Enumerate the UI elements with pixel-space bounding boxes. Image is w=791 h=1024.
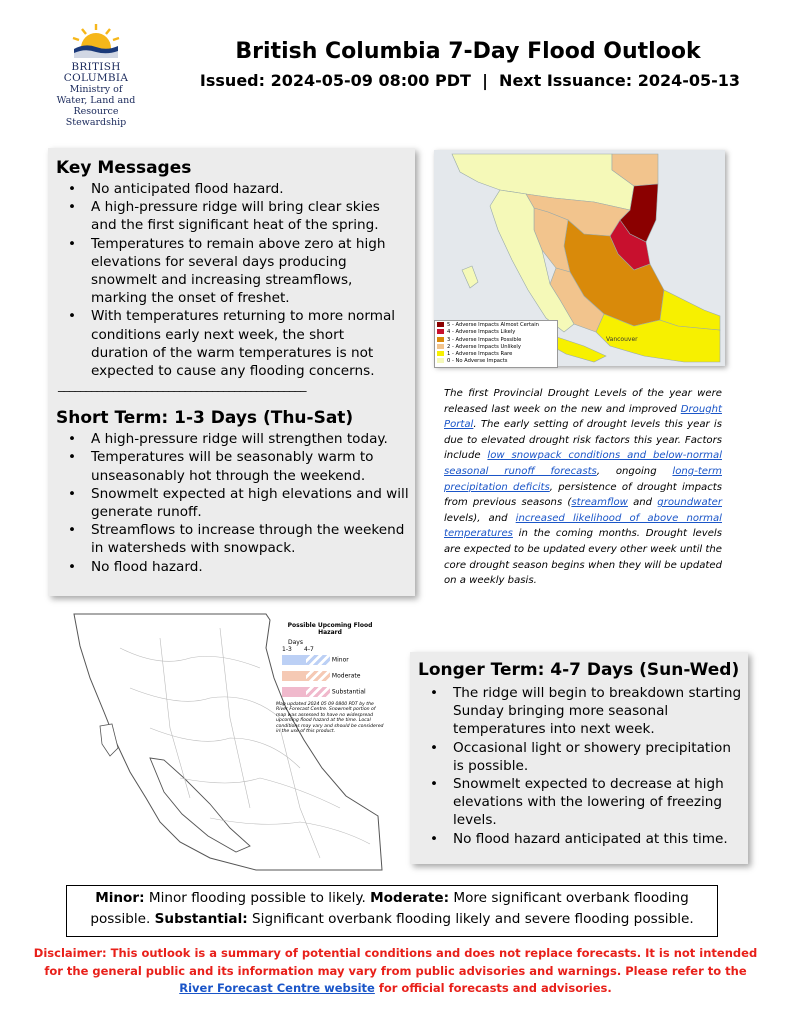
substantial-text: Significant overbank flooding likely and severe flooding possible. <box>247 911 694 927</box>
flood-hazard-map <box>60 608 390 878</box>
list-item: • No flood hazard. <box>56 558 409 576</box>
short-term-list <box>56 430 409 576</box>
logo-ministry-1: Ministry of <box>69 84 123 95</box>
minor-label: Minor: <box>95 890 145 906</box>
disclaimer: Disclaimer: This outlook is a summary of potential conditions and does not replace forecasts. It is not intended for the general public and its information may vary from public advisories and warnings. Please refer to the River Forecast Centre website for official forecasts and advisories. <box>33 946 758 995</box>
snowpack-link[interactable]: low snowpack conditions and below-normal seasonal runoff forecasts <box>444 450 722 477</box>
legend-item: 3 - Adverse Impacts Possible <box>437 337 555 344</box>
short-term-heading: Short Term: 1-3 Days (Thu-Sat) <box>56 408 354 429</box>
legend-item: 1 - Adverse Impacts Rare <box>437 351 555 358</box>
key-messages-list <box>56 180 405 380</box>
list-item: • A high-pressure ridge will bring clear skies and the first significant heat of the spring. <box>56 198 405 234</box>
issued-line: Issued: 2024-05-09 08:00 PDT | Next Issuance: 2024-05-13 <box>199 71 741 90</box>
drought-paragraph: The first Provincial Drought Levels of the year were released last week on the new and improved Drought Portal. The early setting of drought levels this year is due to elevated drought risk factors this year. Factors include low snowpack conditions and below-normal seasonal runoff forecasts, ongoing long-term precipitation deficits, persistence of drought impacts from previous seasons (streamflow and groundwater levels), and increased likelihood of above normal temperatures in the coming months. Drought levels are expected to be updated every other week until the core drought season begins when they will be updated on a weekly basis. <box>444 388 722 587</box>
list-item: • The ridge will begin to breakdown starting Sunday bringing more seasonal temperatures into next week. <box>418 684 744 739</box>
drought-portal-link[interactable]: Drought Portal <box>444 403 722 431</box>
list-item: • With temperatures returning to more normal conditions early next week, the short duration of the warm temperatures is not expected to cause any flooding concerns. <box>56 307 405 380</box>
longer-term-panel <box>410 652 748 864</box>
hazard-definitions <box>66 885 718 937</box>
drought-map-legend <box>434 320 558 368</box>
list-item: • Snowmelt expected at high elevations and will generate runoff. <box>56 485 409 521</box>
precipitation-deficits-link[interactable]: long-term precipitation deficits <box>444 465 722 493</box>
moderate-text: More significant overbank flooding possible. <box>90 890 689 927</box>
river-forecast-centre-link[interactable]: River Forecast Centre website <box>179 981 375 995</box>
flood-legend-row: Minor <box>282 655 384 665</box>
logo-line2: COLUMBIA <box>63 72 129 84</box>
flood-legend-row: Moderate <box>282 671 384 681</box>
list-item: • No anticipated flood hazard. <box>56 180 405 198</box>
substantial-label: Substantial: <box>154 911 248 927</box>
logo-line1: BRITISH <box>71 61 121 73</box>
bc-sun-logo-icon <box>68 22 124 58</box>
drought-level-map <box>434 150 725 366</box>
logo-ministry-2: Water, Land and <box>56 95 136 106</box>
flood-map-note: Map updated 2024 05 09 0800 PDT by the River Forecast Centre. Snowmelt portion of map was assessed to have no widespread upcoming flood hazard at the time. Local conditions may vary and should be considered in the use of this product. <box>276 702 384 735</box>
minor-text: Minor flooding possible to likely. <box>144 890 371 906</box>
map-city-label: Vancouver <box>606 336 638 343</box>
longer-term-list <box>418 684 744 848</box>
legend-item: 0 - No Adverse Impacts <box>437 358 555 365</box>
key-messages-heading: Key Messages <box>56 158 192 178</box>
legend-item: 5 - Adverse Impacts Almost Certain <box>437 322 555 329</box>
list-item: • No flood hazard anticipated at this time. <box>418 830 744 848</box>
list-item: • Temperatures to remain above zero at high elevations for several days producing snowmelt and increasing streamflows, marking the onset of freshet. <box>56 235 405 308</box>
list-item: • A high-pressure ridge will strengthen today. <box>56 430 409 448</box>
flood-legend-title: Possible Upcoming Flood Hazard <box>287 622 373 636</box>
flood-legend-cols: 1-3 4-7 <box>282 646 314 653</box>
bc-government-logo <box>44 22 148 128</box>
streamflow-link[interactable]: streamflow <box>571 497 628 509</box>
list-item: • Streamflows to increase through the weekend in watersheds with snowpack. <box>56 521 409 557</box>
logo-ministry-3: Resource Stewardship <box>65 106 127 128</box>
temperatures-link[interactable]: increased likelihood of above normal temperatures <box>444 512 722 540</box>
longer-term-heading: Longer Term: 4-7 Days (Sun-Wed) <box>418 660 740 680</box>
moderate-label: Moderate: <box>370 890 450 906</box>
key-messages-panel <box>48 148 415 596</box>
divider: _____________________________________________ <box>58 378 306 394</box>
legend-item: 2 - Adverse Impacts Unlikely <box>437 344 555 351</box>
list-item: • Occasional light or showery precipitation is possible. <box>418 739 744 775</box>
flood-legend-days: Days <box>288 639 303 646</box>
page-title: British Columbia 7-Day Flood Outlook <box>235 39 701 64</box>
list-item: • Snowmelt expected to decrease at high elevations with the lowering of freezing levels. <box>418 775 744 830</box>
list-item: • Temperatures will be seasonably warm to unseasonably hot through the weekend. <box>56 448 409 484</box>
legend-item: 4 - Adverse Impacts Likely <box>437 329 555 336</box>
flood-legend-row: Substantial <box>282 687 384 697</box>
groundwater-link[interactable]: groundwater <box>657 497 722 509</box>
flood-legend <box>276 622 384 734</box>
